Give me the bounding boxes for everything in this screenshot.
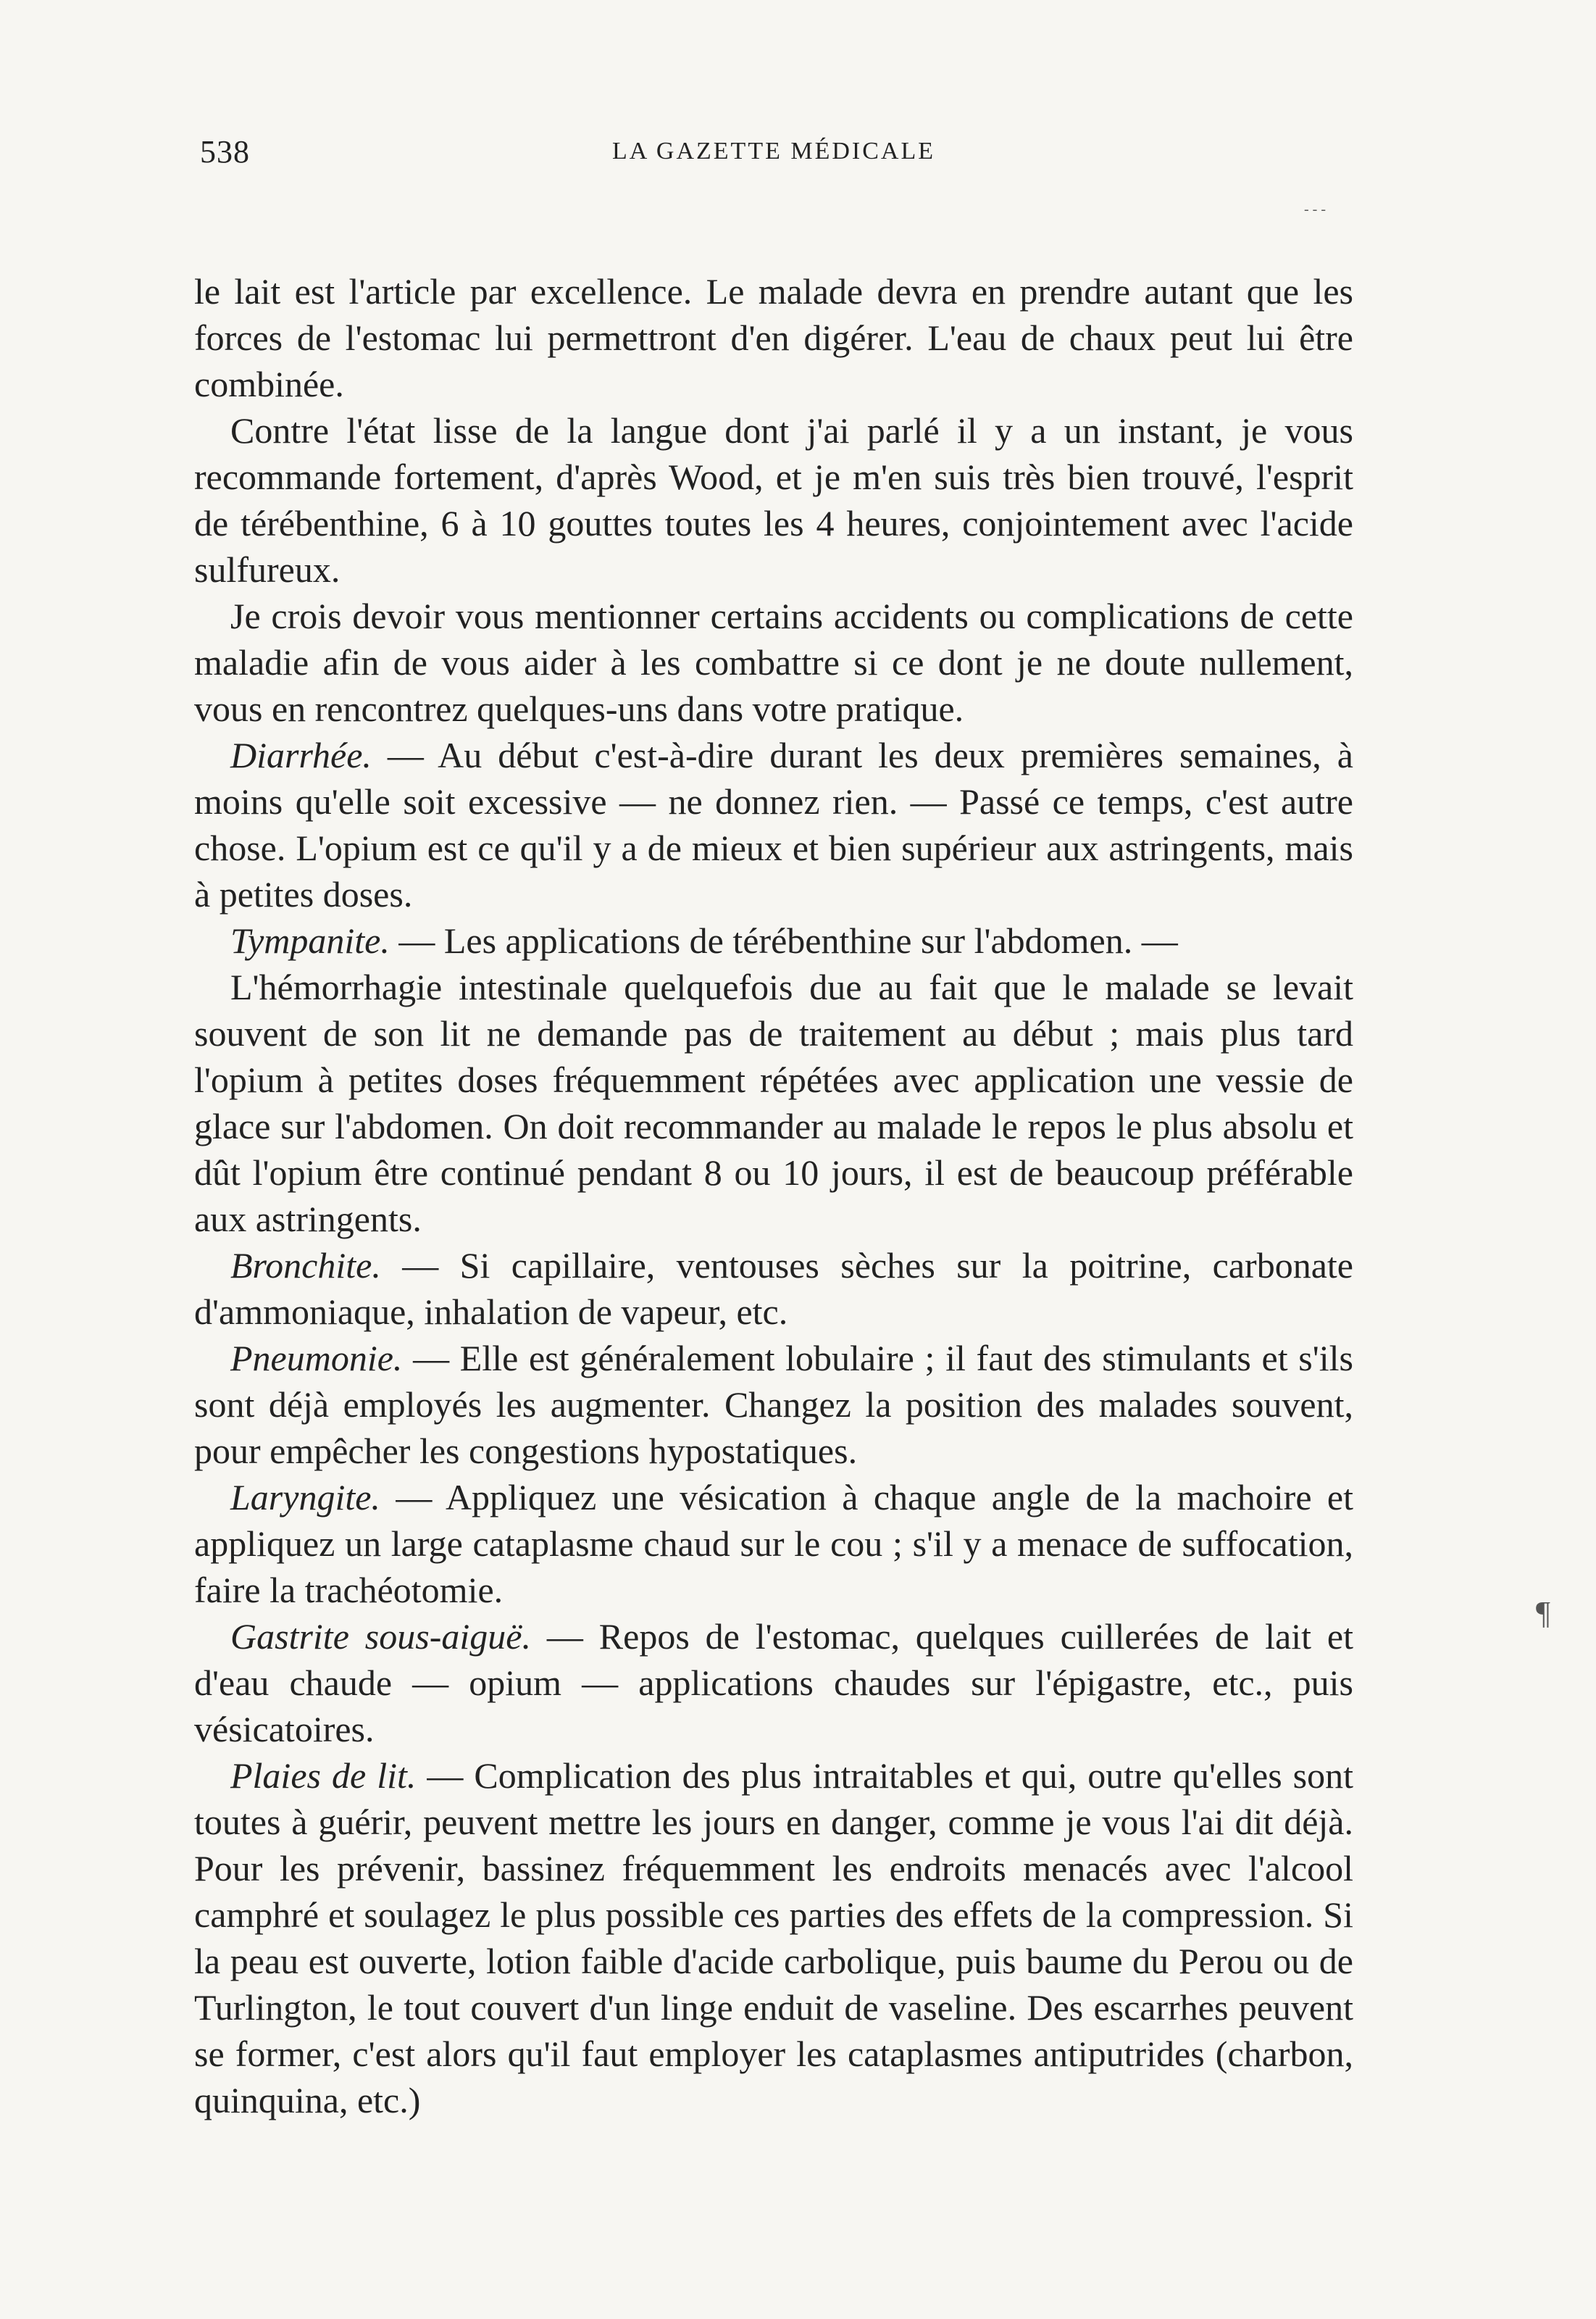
paragraph-text: — Complication des plus intraitables et qui, outre qu'elles sont toutes à guérir, peuvent mettre les jours en danger, comme je vous l'ai dit déjà. Pour les prévenir, bassinez fréquemment les endroits menacés avec l'alcool camphré et soulagez le plus possible ces parties des effets de la compression. Si la peau est ouverte, lotion faible d'acide carbolique, puis baume du Perou ou de Turlington, le tout couvert d'un linge enduit de vaseline. Des escarrhes peuvent se former, c'est alors qu'il faut employer les cataplasmes antiputrides (charbon, quinquina, etc.) [194,1755,1354,2120]
paragraph-term: Bronchite. [230,1245,381,1286]
paragraph-text: — Elle est généralement lobulaire ; il faut des stimulants et s'ils sont déjà employés les augmenter. Changez la position des malades souvent, pour empêcher les congestions hypostatiques. [194,1338,1353,1471]
paragraph-text: L'hémorrhagie intestinale quelquefois due au fait que le malade se levait souvent de son lit ne demande pas de traitement au début ; mais plus tard l'opium à petites doses fréquemment répétées avec application une vessie de glace sur l'abdomen. On doit recommander au malade le repos le plus absolu et dût l'opium être continué pendant 8 ou 10 jours, il est de beaucoup préférable aux astringents. [194,967,1353,1239]
paragraph-text: — Repos de l'estomac, quelques cuillerées de lait et d'eau chaude — opium — applications chaudes sur l'épigastre, etc., puis vésicatoires. [194,1616,1353,1749]
paragraph-tympanite [194,917,1353,964]
paragraph-text: — Si capillaire, ventouses sèches sur la poitrine, carbonate d'ammoniaque, inhalation de vapeur, etc. [194,1245,1353,1332]
paragraph-text: — Les applications de térébenthine sur l'abdomen. — [389,920,1178,961]
paragraph-term: Pneumonie. [230,1338,403,1378]
margin-mark: ¶ [1536,1595,1550,1631]
page-number: 538 [200,134,250,170]
paragraph-term: Diarrhée. [230,735,372,775]
paragraph-text: — Au début c'est-à-dire durant les deux premières semaines, à moins qu'elle soit excessive — ne donnez rien. — Passé ce temps, c'est autre chose. L'opium est ce qu'il y a de mieux et bien supérieur aux astringents, mais à petites doses. [194,735,1353,915]
paragraph-text: — Appliquez une vésication à chaque angle de la machoire et appliquez un large cataplasme chaud sur le cou ; s'il y a menace de suffocation, faire la trachéotomie. [194,1477,1353,1610]
paragraph-gastrite [194,1613,1353,1752]
page-header [194,123,1353,174]
document-page [194,123,1353,2123]
paragraph-laryngite [194,1474,1353,1613]
paragraph-text: Je crois devoir vous mentionner certains accidents ou complications de cette maladie afin de vous aider à les combattre si ce dont je ne doute nullement, vous en rencontrez quelques-uns dans votre pratique. [194,596,1353,729]
paragraph [194,593,1353,732]
scan-speck: - - - [1304,201,1326,217]
paragraph-plaies [194,1752,1353,2123]
paragraph-diarrhee [194,732,1353,917]
paragraph [194,268,1353,407]
paragraph [194,964,1353,1242]
body-text [194,268,1353,2123]
paragraph-term: Plaies de lit. [230,1755,417,1796]
paragraph-term: Laryngite. [230,1477,380,1517]
paragraph-term: Tympanite. [230,920,390,961]
paragraph-pneumonie [194,1335,1353,1474]
running-title: LA GAZETTE MÉDICALE [611,138,936,165]
paragraph-text: le lait est l'article par excellence. Le malade devra en prendre autant que les forces de l'estomac lui permettront d'en digérer. L'eau de chaux peut lui être combinée. [194,271,1353,404]
paragraph [194,407,1353,593]
paragraph-text: Contre l'état lisse de la langue dont j'ai parlé il y a un instant, je vous recommande fortement, d'après Wood, et je m'en suis très bien trouvé, l'esprit de térébenthine, 6 à 10 gouttes toutes les 4 heures, conjointement avec l'acide sulfureux. [194,410,1353,590]
paragraph-term: Gastrite sous-aiguë. [230,1616,531,1657]
paragraph-bronchite [194,1242,1353,1335]
